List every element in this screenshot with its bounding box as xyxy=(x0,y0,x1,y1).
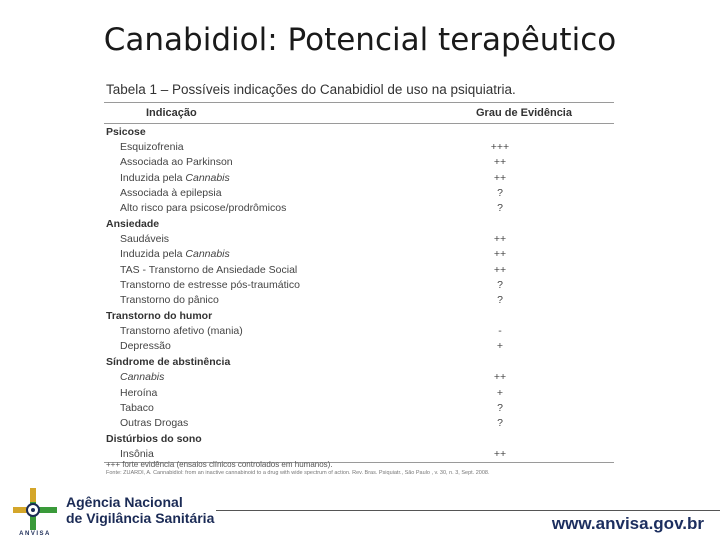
evidence-cell: +++ xyxy=(490,141,510,154)
agency-line-1: Agência Nacional xyxy=(66,494,183,510)
table-row xyxy=(104,139,614,154)
indication-cell: Outras Drogas xyxy=(120,417,189,430)
evidence-cell: ++ xyxy=(493,371,507,384)
table-footnote: +++ forte evidência (ensaios clínicos controlados em humanos). xyxy=(106,460,333,469)
indication-cell: Associada à epilepsia xyxy=(120,187,222,200)
evidence-cell: ++ xyxy=(493,263,507,276)
indication-cell: Esquizofrenia xyxy=(120,141,184,154)
indication-cell: Associada ao Parkinson xyxy=(120,156,233,169)
table-row xyxy=(104,155,614,170)
agency-line-2: de Vigilância Sanitária xyxy=(66,510,215,526)
anvisa-logo xyxy=(10,486,60,536)
table-row xyxy=(104,277,614,292)
indication-cell: Transtorno afetivo (mania) xyxy=(120,325,243,338)
indication-cell: Tabaco xyxy=(120,401,154,414)
indication-cell: Induzida pela Cannabis xyxy=(120,171,230,184)
header-evidence: Grau de Evidência xyxy=(476,107,572,119)
evidence-cell: + xyxy=(496,386,504,399)
table-group-row xyxy=(104,431,614,446)
indication-cell: Induzida pela Cannabis xyxy=(120,248,230,261)
indication-cell: Depressão xyxy=(120,340,171,353)
indication-cell: Heroína xyxy=(120,386,158,399)
evidence-cell: ++ xyxy=(493,447,507,460)
group-label: Psicose xyxy=(106,125,146,138)
evidence-cell: ++ xyxy=(493,156,507,169)
indication-cell: Insônia xyxy=(120,447,154,460)
table-row xyxy=(104,185,614,200)
group-label: Transtorno do humor xyxy=(106,309,213,322)
group-label: Ansiedade xyxy=(106,217,160,230)
header-indication: Indicação xyxy=(146,107,197,119)
agency-name xyxy=(66,494,214,526)
group-label: Síndrome de abstinência xyxy=(106,355,231,368)
group-label: Distúrbios do sono xyxy=(106,432,202,445)
evidence-cell: ++ xyxy=(493,171,507,184)
table-row xyxy=(104,170,614,185)
evidence-cell: ? xyxy=(497,187,503,200)
table-group-row xyxy=(104,124,614,139)
table-row xyxy=(104,400,614,415)
table-body xyxy=(104,124,614,462)
website-url: www.anvisa.gov.br xyxy=(551,514,704,533)
table-caption: Tabela 1 – Possíveis indicações do Canabidiol de uso na psiquiatria. xyxy=(106,82,516,97)
table-row xyxy=(104,293,614,308)
table-row xyxy=(104,247,614,262)
indication-cell: Alto risco para psicose/prodrômicos xyxy=(120,202,287,215)
table-group-row xyxy=(104,216,614,231)
footer-divider xyxy=(216,510,720,511)
slide-title: Canabidiol: Potencial terapêutico xyxy=(103,22,617,58)
table-row xyxy=(104,201,614,216)
table-row xyxy=(104,385,614,400)
table-row xyxy=(104,370,614,385)
table-group-row xyxy=(104,354,614,369)
table-source: Fonte: ZUARDI, A. Cannabidiol: from an inactive cannabinoid to a drug with wide spectrum of action. Rev. Bras. Psiquiatr., São Paulo , v. 30, n. 3, Sept. 2008. xyxy=(106,470,490,476)
indication-cell: Transtorno do pânico xyxy=(120,294,219,307)
indications-table xyxy=(104,102,614,463)
table-group-row xyxy=(104,308,614,323)
evidence-cell: ? xyxy=(497,401,503,414)
indication-cell: Saudáveis xyxy=(120,233,170,246)
indication-cell: TAS - Transtorno de Ansiedade Social xyxy=(120,263,298,276)
table-row xyxy=(104,416,614,431)
evidence-cell: ? xyxy=(497,202,503,215)
table-row xyxy=(104,323,614,338)
table-row xyxy=(104,231,614,246)
evidence-cell: ? xyxy=(497,279,503,292)
table-header xyxy=(104,103,614,123)
evidence-cell: ? xyxy=(497,417,503,430)
indication-cell: Cannabis xyxy=(120,371,165,384)
evidence-cell: + xyxy=(496,340,504,353)
evidence-cell: - xyxy=(498,325,502,338)
logo-text: ANVISA xyxy=(19,531,51,536)
evidence-cell: ++ xyxy=(493,233,507,246)
evidence-cell: ? xyxy=(497,294,503,307)
evidence-cell: ++ xyxy=(493,248,507,261)
table-row xyxy=(104,262,614,277)
indication-cell: Transtorno de estresse pós-traumático xyxy=(120,279,300,292)
table-row xyxy=(104,339,614,354)
